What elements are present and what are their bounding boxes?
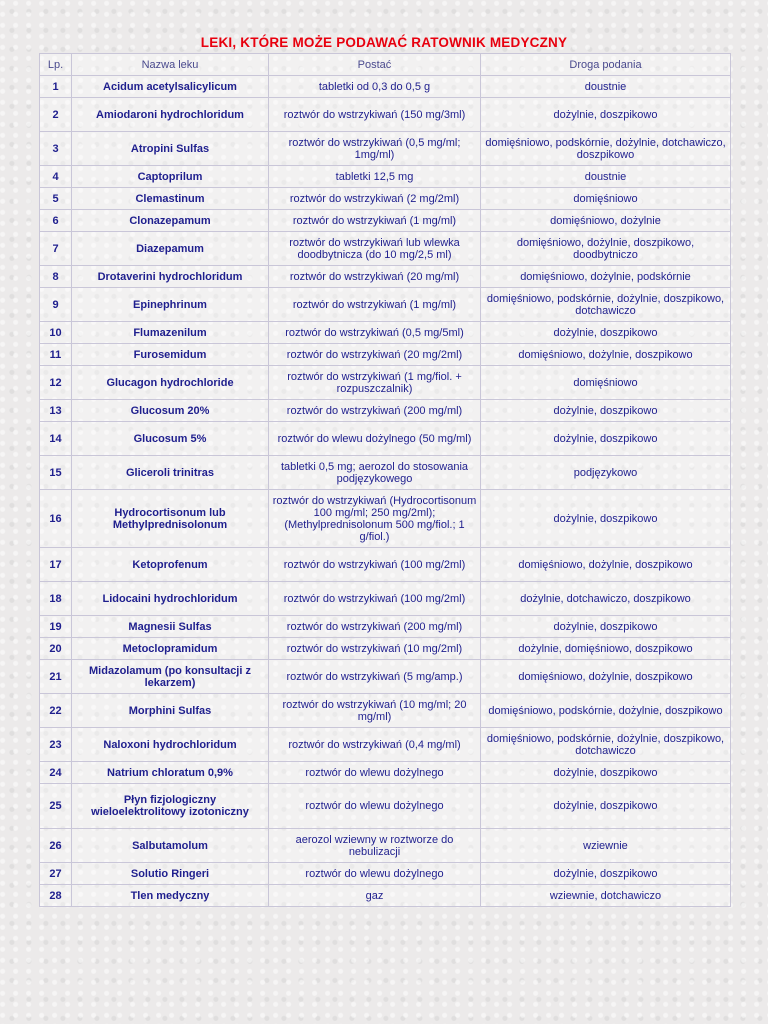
cell-route: domięśniowo, podskórnie, dożylnie, dotchawiczo, doszpikowo	[481, 132, 731, 166]
cell-lp: 3	[40, 132, 72, 166]
cell-form: gaz	[269, 885, 481, 907]
header-name: Nazwa leku	[72, 54, 269, 76]
table-row	[40, 863, 731, 885]
table-row	[40, 548, 731, 582]
table-row	[40, 660, 731, 694]
cell-name: Lidocaini hydrochloridum	[72, 582, 269, 616]
cell-route: domięśniowo, dożylnie, doszpikowo	[481, 344, 731, 366]
cell-route: domięśniowo, podskórnie, dożylnie, doszpikowo, dotchawiczo	[481, 288, 731, 322]
cell-lp: 23	[40, 728, 72, 762]
table-row	[40, 784, 731, 829]
cell-form: roztwór do wlewu dożylnego	[269, 863, 481, 885]
cell-lp: 11	[40, 344, 72, 366]
cell-form: roztwór do wstrzykiwań (20 mg/2ml)	[269, 344, 481, 366]
cell-route: domięśniowo	[481, 188, 731, 210]
cell-lp: 12	[40, 366, 72, 400]
cell-form: roztwór do wstrzykiwań (2 mg/2ml)	[269, 188, 481, 210]
table-row	[40, 456, 731, 490]
cell-lp: 20	[40, 638, 72, 660]
cell-lp: 17	[40, 548, 72, 582]
cell-lp: 28	[40, 885, 72, 907]
cell-route: wziewnie, dotchawiczo	[481, 885, 731, 907]
cell-form: roztwór do wlewu dożylnego	[269, 784, 481, 829]
cell-lp: 25	[40, 784, 72, 829]
table-header-row	[40, 54, 731, 76]
cell-route: dożylnie, doszpikowo	[481, 322, 731, 344]
cell-form: roztwór do wstrzykiwań (200 mg/ml)	[269, 616, 481, 638]
table-row	[40, 762, 731, 784]
header-form: Postać	[269, 54, 481, 76]
cell-lp: 8	[40, 266, 72, 288]
cell-lp: 7	[40, 232, 72, 266]
cell-form: tabletki 0,5 mg; aerozol do stosowania podjęzykowego	[269, 456, 481, 490]
cell-route: doustnie	[481, 76, 731, 98]
cell-name: Natrium chloratum 0,9%	[72, 762, 269, 784]
cell-route: podjęzykowo	[481, 456, 731, 490]
cell-form: roztwór do wstrzykiwań (0,5 mg/5ml)	[269, 322, 481, 344]
cell-route: domięśniowo, dożylnie, doszpikowo	[481, 548, 731, 582]
table-row	[40, 582, 731, 616]
cell-route: wziewnie	[481, 829, 731, 863]
cell-route: domięśniowo, dożylnie, podskórnie	[481, 266, 731, 288]
table-row	[40, 166, 731, 188]
table-row	[40, 188, 731, 210]
cell-name: Furosemidum	[72, 344, 269, 366]
header-lp: Lp.	[40, 54, 72, 76]
table-row	[40, 400, 731, 422]
cell-name: Gliceroli trinitras	[72, 456, 269, 490]
cell-name: Drotaverini hydrochloridum	[72, 266, 269, 288]
cell-form: roztwór do wstrzykiwań (1 mg/ml)	[269, 210, 481, 232]
drug-table	[39, 53, 731, 907]
page-title: LEKI, KTÓRE MOŻE PODAWAĆ RATOWNIK MEDYCZNY	[200, 35, 568, 50]
cell-lp: 5	[40, 188, 72, 210]
cell-name: Captoprilum	[72, 166, 269, 188]
cell-name: Atropini Sulfas	[72, 132, 269, 166]
cell-name: Glucosum 5%	[72, 422, 269, 456]
cell-lp: 22	[40, 694, 72, 728]
cell-lp: 13	[40, 400, 72, 422]
cell-route: domięśniowo, dożylnie, doszpikowo, doodbytniczo	[481, 232, 731, 266]
cell-route: dożylnie, doszpikowo	[481, 784, 731, 829]
cell-route: domięśniowo	[481, 366, 731, 400]
cell-name: Metoclopramidum	[72, 638, 269, 660]
table-row	[40, 132, 731, 166]
table-row	[40, 344, 731, 366]
cell-lp: 1	[40, 76, 72, 98]
cell-route: domięśniowo, dożylnie	[481, 210, 731, 232]
table-row	[40, 885, 731, 907]
cell-form: roztwór do wstrzykiwań (200 mg/ml)	[269, 400, 481, 422]
cell-route: dożylnie, doszpikowo	[481, 98, 731, 132]
cell-lp: 27	[40, 863, 72, 885]
cell-route: dożylnie, dotchawiczo, doszpikowo	[481, 582, 731, 616]
table-row	[40, 728, 731, 762]
cell-lp: 24	[40, 762, 72, 784]
cell-name: Ketoprofenum	[72, 548, 269, 582]
table-row	[40, 266, 731, 288]
cell-form: roztwór do wstrzykiwań (0,5 mg/ml; 1mg/ml)	[269, 132, 481, 166]
cell-route: domięśniowo, podskórnie, dożylnie, doszpikowo, dotchawiczo	[481, 728, 731, 762]
cell-lp: 6	[40, 210, 72, 232]
cell-name: Płyn fizjologiczny wieloelektrolitowy izotoniczny	[72, 784, 269, 829]
cell-name: Hydrocortisonum lub Methylprednisolonum	[72, 490, 269, 548]
cell-lp: 15	[40, 456, 72, 490]
cell-name: Flumazenilum	[72, 322, 269, 344]
table-row	[40, 232, 731, 266]
cell-lp: 9	[40, 288, 72, 322]
cell-form: roztwór do wstrzykiwań (1 mg/fiol. + rozpuszczalnik)	[269, 366, 481, 400]
cell-lp: 18	[40, 582, 72, 616]
cell-form: tabletki 12,5 mg	[269, 166, 481, 188]
table-row	[40, 829, 731, 863]
cell-route: dożylnie, doszpikowo	[481, 762, 731, 784]
cell-lp: 2	[40, 98, 72, 132]
cell-lp: 19	[40, 616, 72, 638]
cell-form: roztwór do wstrzykiwań (10 mg/ml; 20 mg/ml)	[269, 694, 481, 728]
cell-form: aerozol wziewny w roztworze do nebulizacji	[269, 829, 481, 863]
cell-route: dożylnie, doszpikowo	[481, 616, 731, 638]
cell-route: dożylnie, doszpikowo	[481, 863, 731, 885]
cell-route: doustnie	[481, 166, 731, 188]
cell-route: dożylnie, doszpikowo	[481, 400, 731, 422]
cell-lp: 4	[40, 166, 72, 188]
cell-lp: 10	[40, 322, 72, 344]
cell-name: Midazolamum (po konsultacji z lekarzem)	[72, 660, 269, 694]
header-route: Droga podania	[481, 54, 731, 76]
cell-form: roztwór do wstrzykiwań (20 mg/ml)	[269, 266, 481, 288]
cell-form: roztwór do wstrzykiwań (0,4 mg/ml)	[269, 728, 481, 762]
cell-route: domięśniowo, podskórnie, dożylnie, doszpikowo	[481, 694, 731, 728]
cell-form: roztwór do wstrzykiwań (150 mg/3ml)	[269, 98, 481, 132]
cell-form: roztwór do wstrzykiwań (10 mg/2ml)	[269, 638, 481, 660]
cell-name: Naloxoni hydrochloridum	[72, 728, 269, 762]
table-row	[40, 616, 731, 638]
cell-form: roztwór do wlewu dożylnego (50 mg/ml)	[269, 422, 481, 456]
cell-lp: 16	[40, 490, 72, 548]
table-row	[40, 422, 731, 456]
cell-route: domięśniowo, dożylnie, doszpikowo	[481, 660, 731, 694]
cell-form: tabletki od 0,3 do 0,5 g	[269, 76, 481, 98]
cell-name: Acidum acetylsalicylicum	[72, 76, 269, 98]
cell-form: roztwór do wstrzykiwań (5 mg/amp.)	[269, 660, 481, 694]
cell-name: Clonazepamum	[72, 210, 269, 232]
cell-name: Diazepamum	[72, 232, 269, 266]
cell-name: Glucosum 20%	[72, 400, 269, 422]
cell-name: Salbutamolum	[72, 829, 269, 863]
table-row	[40, 322, 731, 344]
table-row	[40, 694, 731, 728]
cell-form: roztwór do wlewu dożylnego	[269, 762, 481, 784]
cell-name: Magnesii Sulfas	[72, 616, 269, 638]
table-row	[40, 76, 731, 98]
cell-form: roztwór do wstrzykiwań (Hydrocortisonum 100 mg/ml; 250 mg/2ml); (Methylprednisolonum 500 mg/fiol.; 1 g/fiol.)	[269, 490, 481, 548]
cell-name: Morphini Sulfas	[72, 694, 269, 728]
table-row	[40, 210, 731, 232]
table-row	[40, 490, 731, 548]
cell-name: Clemastinum	[72, 188, 269, 210]
cell-name: Glucagon hydrochloride	[72, 366, 269, 400]
table-row	[40, 638, 731, 660]
cell-route: dożylnie, domięśniowo, doszpikowo	[481, 638, 731, 660]
table-row	[40, 98, 731, 132]
cell-name: Epinephrinum	[72, 288, 269, 322]
cell-name: Tlen medyczny	[72, 885, 269, 907]
cell-route: dożylnie, doszpikowo	[481, 490, 731, 548]
cell-route: dożylnie, doszpikowo	[481, 422, 731, 456]
cell-form: roztwór do wstrzykiwań (100 mg/2ml)	[269, 582, 481, 616]
cell-form: roztwór do wstrzykiwań (1 mg/ml)	[269, 288, 481, 322]
table-row	[40, 288, 731, 322]
cell-lp: 26	[40, 829, 72, 863]
cell-name: Amiodaroni hydrochloridum	[72, 98, 269, 132]
cell-form: roztwór do wstrzykiwań lub wlewka doodbytnicza (do 10 mg/2,5 ml)	[269, 232, 481, 266]
cell-lp: 21	[40, 660, 72, 694]
cell-name: Solutio Ringeri	[72, 863, 269, 885]
cell-lp: 14	[40, 422, 72, 456]
table-row	[40, 366, 731, 400]
cell-form: roztwór do wstrzykiwań (100 mg/2ml)	[269, 548, 481, 582]
